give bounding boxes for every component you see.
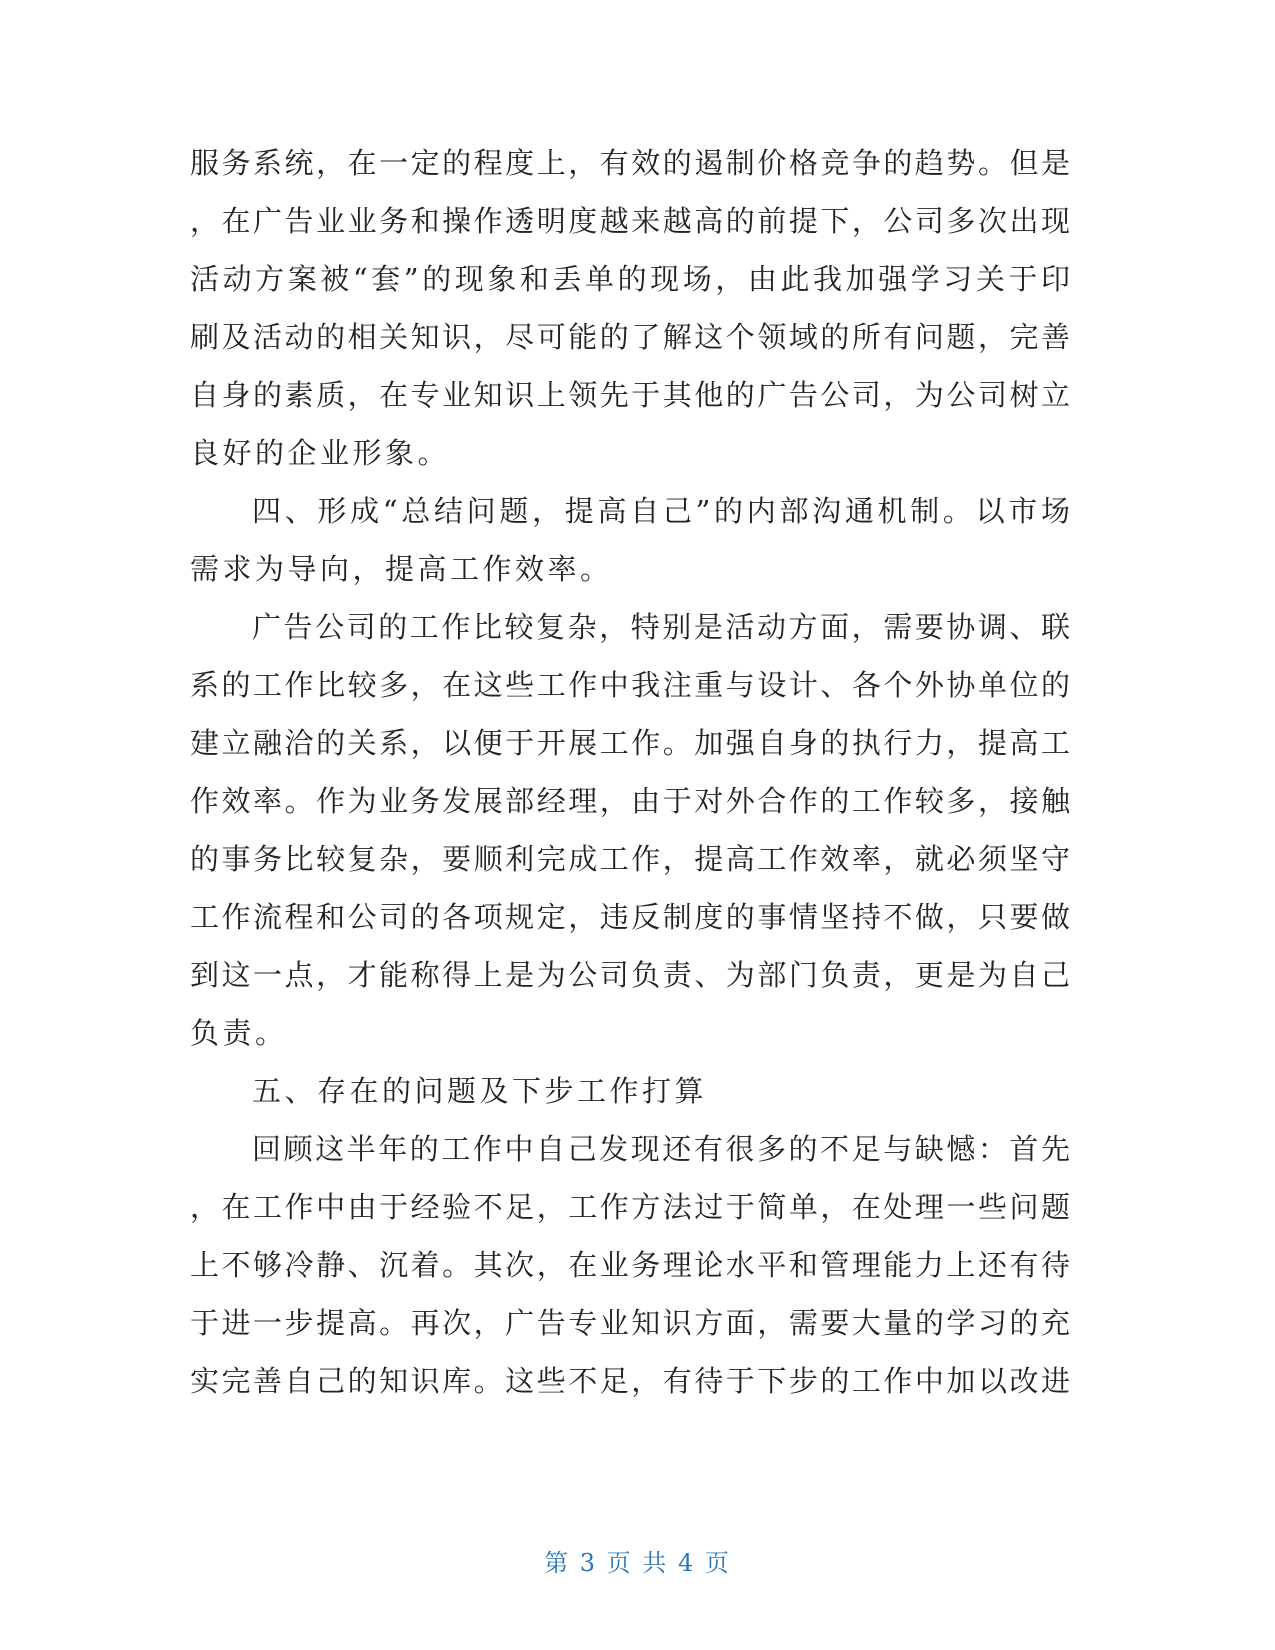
- text-line: 工作流程和公司的各项规定，违反制度的事情坚持不做，只要做: [190, 900, 1070, 934]
- text-line: 的事务比较复杂，要顺利完成工作，提高工作效率，就必须坚守: [190, 842, 1070, 876]
- text-line: 活动方案被“套”的现象和丢单的现场，由此我加强学习关于印: [190, 262, 1070, 296]
- text-line: 实完善自己的知识库。这些不足，有待于下步的工作中加以改进: [190, 1364, 1070, 1398]
- section-heading: 五、存在的问题及下步工作打算: [252, 1074, 708, 1108]
- text-line: 服务系统，在一定的程度上，有效的遏制价格竞争的趋势。但是: [190, 146, 1070, 180]
- text-line: 回顾这半年的工作中自己发现还有很多的不足与缺憾：首先: [252, 1132, 1070, 1166]
- text-line: 作效率。作为业务发展部经理，由于对外合作的工作较多，接触: [190, 784, 1070, 818]
- text-line: 刷及活动的相关知识，尽可能的了解这个领域的所有问题，完善: [190, 320, 1070, 354]
- text-line: 四、形成“总结问题，提高自己”的内部沟通机制。以市场: [252, 494, 1070, 528]
- text-line: 上不够冷静、沉着。其次，在业务理论水平和管理能力上还有待: [190, 1248, 1070, 1282]
- page-number-footer: 第 3 页 共 4 页: [544, 1549, 731, 1577]
- text-line: ，在广告业业务和操作透明度越来越高的前提下，公司多次出现: [190, 204, 1070, 238]
- text-line: 系的工作比较多，在这些工作中我注重与设计、各个外协单位的: [190, 668, 1070, 702]
- text-line: 到这一点，才能称得上是为公司负责、为部门负责，更是为自己: [190, 958, 1070, 992]
- text-line: 良好的企业形象。: [190, 436, 451, 470]
- text-line: 自身的素质，在专业知识上领先于其他的广告公司，为公司树立: [190, 378, 1070, 412]
- text-line: 于进一步提高。再次，广告专业知识方面，需要大量的学习的充: [190, 1306, 1070, 1340]
- text-line: 需求为导向，提高工作效率。: [190, 552, 613, 586]
- text-line: 建立融洽的关系，以便于开展工作。加强自身的执行力，提高工: [190, 726, 1070, 760]
- text-line: 广告公司的工作比较复杂，特别是活动方面，需要协调、联: [252, 610, 1070, 644]
- text-line: ，在工作中由于经验不足，工作方法过于简单，在处理一些问题: [190, 1190, 1070, 1224]
- text-line: 负责。: [190, 1016, 288, 1050]
